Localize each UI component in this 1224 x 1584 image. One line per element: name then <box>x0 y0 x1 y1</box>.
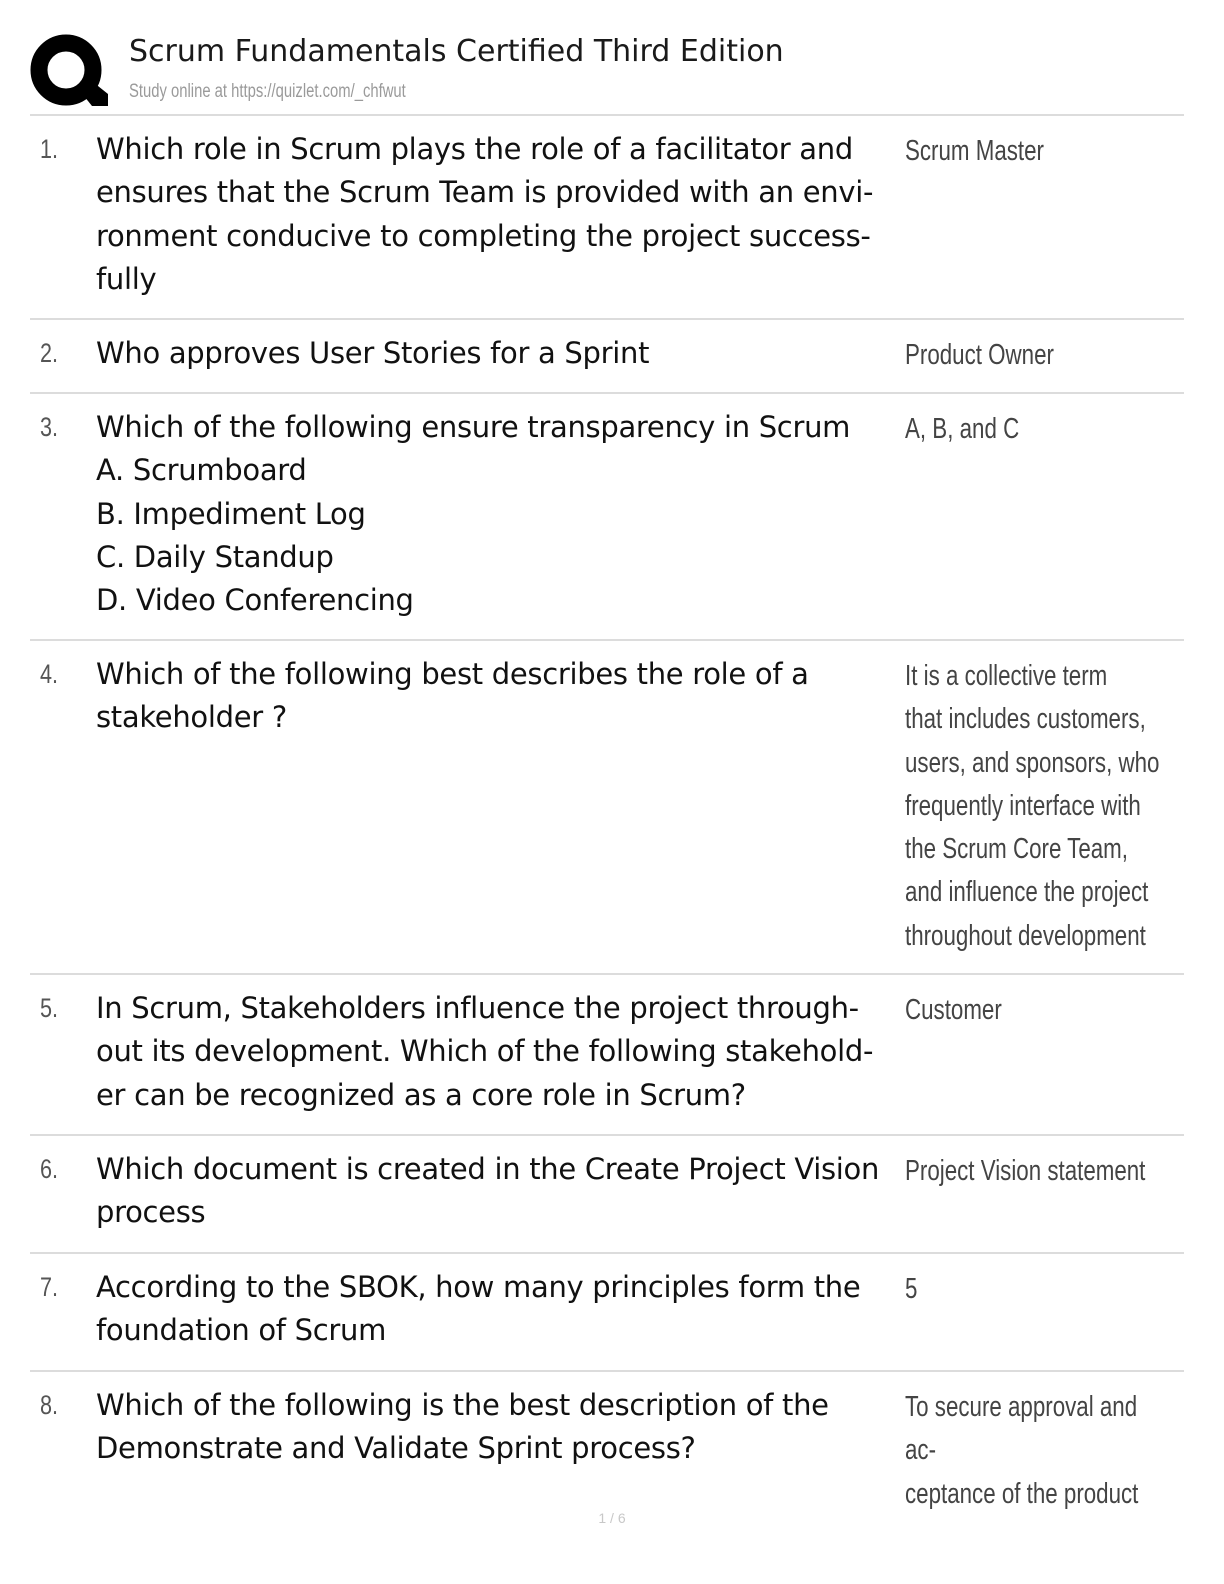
answer-text: 5 <box>905 1273 918 1305</box>
answer-text: Scrum Master <box>905 135 1044 167</box>
question-text: Which of the following best describes the role of a stakeholder ? <box>96 657 809 735</box>
question-item-8 <box>30 1372 1184 1510</box>
question-text: Which of the following ensure transparency in Scrum A. Scrumboard B. Impediment Log C. Daily Standup D. Video Conferencing <box>96 410 851 618</box>
question-text: In Scrum, Stakeholders influence the project through- out its development. Which of the following stakehold- er can be recognized as a core role in Scrum? <box>96 991 874 1112</box>
page-number: 1 / 6 <box>598 1510 626 1526</box>
question-text: Who approves User Stories for a Sprint <box>96 336 650 370</box>
question-text: Which of the following is the best description of the Demonstrate and Validate Sprint process? <box>96 1388 829 1466</box>
question-item-1 <box>30 116 1184 320</box>
question-item-2 <box>30 320 1184 394</box>
answer-text: It is a collective term that includes customers, users, and sponsors, who frequently interface with the Scrum Core Team, and influence the project throughout development <box>905 660 1160 952</box>
question-number: 1. <box>40 134 59 164</box>
question-number: 5. <box>40 993 59 1023</box>
question-item-6 <box>30 1136 1184 1254</box>
quizlet-logo-icon <box>30 32 108 110</box>
answer-text: Customer <box>905 994 1002 1026</box>
question-text: According to the SBOK, how many principles form the foundation of Scrum <box>96 1270 861 1348</box>
question-number: 7. <box>40 1272 59 1302</box>
question-number: 6. <box>40 1154 59 1184</box>
study-online-link[interactable]: Study online at https://quizlet.com/_chfwut <box>129 81 406 102</box>
question-number: 3. <box>40 412 59 442</box>
question-item-4 <box>30 641 1184 975</box>
answer-text: To secure approval and ac- ceptance of the product <box>905 1391 1139 1510</box>
question-text: Which role in Scrum plays the role of a facilitator and ensures that the Scrum Team is provided with an envi- ronment conducive to completing the project success- fully <box>96 132 874 296</box>
document-title: Scrum Fundamentals Certified Third Edition <box>129 34 784 69</box>
question-text: Which document is created in the Create Project Vision process <box>96 1152 880 1230</box>
answer-text: Project Vision statement <box>905 1155 1146 1187</box>
answer-text: Product Owner <box>905 339 1054 371</box>
question-item-5 <box>30 975 1184 1136</box>
question-number: 2. <box>40 338 59 368</box>
question-item-7 <box>30 1254 1184 1372</box>
answer-text: A, B, and C <box>905 413 1020 445</box>
question-number: 4. <box>40 659 59 689</box>
question-number: 8. <box>40 1390 59 1420</box>
question-item-3 <box>30 394 1184 641</box>
document-header <box>30 28 1184 116</box>
